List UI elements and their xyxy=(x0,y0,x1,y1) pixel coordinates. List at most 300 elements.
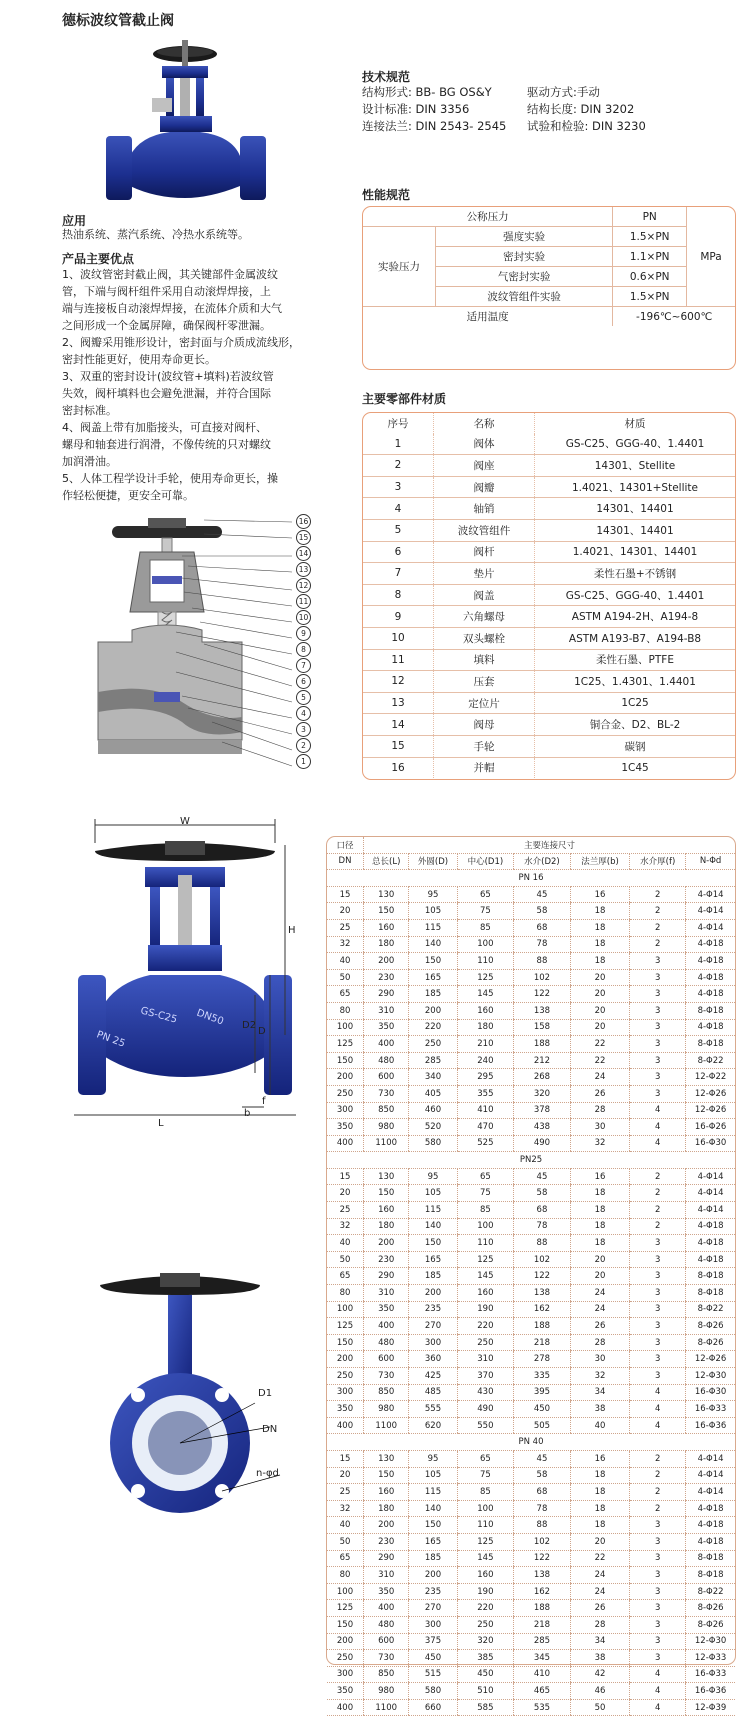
dims-cell: 2 xyxy=(630,1168,686,1185)
part-name: 并帽 xyxy=(434,757,535,778)
dims-cell: 395 xyxy=(514,1384,571,1401)
dims-cell: 345 xyxy=(514,1650,571,1667)
part-no: 4 xyxy=(363,498,434,520)
table-row xyxy=(327,1567,735,1584)
dims-cell: 600 xyxy=(364,1351,409,1368)
part-material: GS-C25、GGG-40、1.4401 xyxy=(535,584,736,606)
table-row xyxy=(363,519,735,541)
table-row xyxy=(327,1102,735,1119)
dims-cell: 130 xyxy=(364,1450,409,1467)
dims-cell: 580 xyxy=(409,1135,457,1152)
dims-cell: 18 xyxy=(570,1218,630,1235)
dims-cell: 3 xyxy=(630,1616,686,1633)
dims-cell: 3 xyxy=(630,1301,686,1318)
dims-cell: 16-Φ33 xyxy=(686,1666,735,1683)
dims-cell: 490 xyxy=(514,1135,571,1152)
dims-cell: 290 xyxy=(364,1550,409,1567)
part-no: 8 xyxy=(363,584,434,606)
dims-cell: 100 xyxy=(457,1218,514,1235)
dims-cell: 34 xyxy=(570,1384,630,1401)
dims-cell: 22 xyxy=(570,1550,630,1567)
dims-cell: 28 xyxy=(570,1334,630,1351)
part-material: 14301、Stellite xyxy=(535,455,736,477)
dims-cell: 85 xyxy=(457,1484,514,1501)
table-row xyxy=(327,1500,735,1517)
dims-cell: 310 xyxy=(364,1567,409,1584)
dims-cell: 185 xyxy=(409,1268,457,1285)
dims-cell: 4-Φ18 xyxy=(686,936,735,953)
dims-cell: 585 xyxy=(457,1699,514,1716)
part-name: 波纹管组件 xyxy=(434,519,535,541)
dims-cell: 3 xyxy=(630,953,686,970)
dims-cell: 480 xyxy=(364,1052,409,1069)
dims-cell: 18 xyxy=(570,953,630,970)
table-row xyxy=(327,1019,735,1036)
dim-d1: D1 xyxy=(258,1388,273,1399)
part-no: 13 xyxy=(363,692,434,714)
table-row xyxy=(327,969,735,986)
dim-dn: DN xyxy=(262,1424,278,1435)
dims-cell: 88 xyxy=(514,1235,571,1252)
dims-cell: 290 xyxy=(364,1268,409,1285)
part-name: 双头螺栓 xyxy=(434,627,535,649)
dims-cell: 200 xyxy=(409,1567,457,1584)
dims-cell: 16 xyxy=(570,1168,630,1185)
part-no: 10 xyxy=(363,627,434,649)
dims-cell: 24 xyxy=(570,1285,630,1302)
advantage-line: 3、双重的密封设计(波纹管+填料)若波纹管 xyxy=(62,370,274,383)
application-heading: 应用 xyxy=(62,214,87,228)
dims-cell: 75 xyxy=(457,1467,514,1484)
dims-cell: 2 xyxy=(630,1467,686,1484)
dims-cell: 218 xyxy=(514,1334,571,1351)
part-name: 阀母 xyxy=(434,714,535,736)
callout-number: 4 xyxy=(296,706,311,721)
dims-cell: 2 xyxy=(630,1202,686,1219)
dims-cell: 480 xyxy=(364,1616,409,1633)
test-value: 1.1×PN xyxy=(613,247,687,267)
dims-cell: 65 xyxy=(327,986,364,1003)
test-name: 气密封实验 xyxy=(436,267,613,287)
dims-cell: 165 xyxy=(409,1251,457,1268)
dims-cell: 65 xyxy=(457,886,514,903)
dims-cell: 18 xyxy=(570,936,630,953)
dims-cell: 4 xyxy=(630,1417,686,1434)
materials-heading: 主要零部件材质 xyxy=(362,392,447,406)
dims-cell: 130 xyxy=(364,1168,409,1185)
part-name: 手轮 xyxy=(434,735,535,757)
table-row xyxy=(363,627,735,649)
dims-cell: 190 xyxy=(457,1583,514,1600)
dims-cell: 102 xyxy=(514,969,571,986)
dims-cell: 190 xyxy=(457,1301,514,1318)
dims-cell: 26 xyxy=(570,1085,630,1102)
dims-cell: 18 xyxy=(570,903,630,920)
part-material: 1C25、1.4301、1.4401 xyxy=(535,671,736,693)
table-row xyxy=(327,1168,735,1185)
dims-cell: 8-Φ18 xyxy=(686,1567,735,1584)
dims-cell: 4-Φ14 xyxy=(686,1450,735,1467)
dims-cell: 400 xyxy=(364,1600,409,1617)
dims-cell: 145 xyxy=(457,1268,514,1285)
table-row xyxy=(363,584,735,606)
callout-number: 7 xyxy=(296,658,311,673)
nominal-label: 公称压力 xyxy=(363,207,613,227)
part-name: 定位片 xyxy=(434,692,535,714)
materials-table xyxy=(362,412,736,780)
dims-cell: 150 xyxy=(327,1334,364,1351)
dims-cell: 4 xyxy=(630,1401,686,1418)
dims-cell: 400 xyxy=(364,1036,409,1053)
dims-header: 外圆(D) xyxy=(409,853,457,870)
dims-cell: 730 xyxy=(364,1085,409,1102)
dims-cell: 4-Φ18 xyxy=(686,1517,735,1534)
dims-cell: 370 xyxy=(457,1368,514,1385)
table-row xyxy=(363,692,735,714)
performance-table xyxy=(362,206,736,370)
table-row xyxy=(327,1450,735,1467)
part-material: 1C45 xyxy=(535,757,736,778)
table-row xyxy=(327,986,735,1003)
dims-cell: 188 xyxy=(514,1318,571,1335)
dims-cell: 300 xyxy=(409,1334,457,1351)
part-name: 阀瓣 xyxy=(434,476,535,498)
dims-cell: 110 xyxy=(457,1517,514,1534)
dims-cell: 115 xyxy=(409,919,457,936)
dims-cell: 438 xyxy=(514,1119,571,1136)
dims-cell: 980 xyxy=(364,1119,409,1136)
dims-cell: 24 xyxy=(570,1583,630,1600)
part-name: 压套 xyxy=(434,671,535,693)
advantage-line: 加润滑油。 xyxy=(62,455,117,468)
dims-cell: 350 xyxy=(364,1583,409,1600)
dims-cell: 4 xyxy=(630,1102,686,1119)
dims-cell: 355 xyxy=(457,1085,514,1102)
dims-cell: 180 xyxy=(364,1218,409,1235)
dims-cell: 3 xyxy=(630,1583,686,1600)
dims-cell: 28 xyxy=(570,1102,630,1119)
part-material: 1.4021、14301、14401 xyxy=(535,541,736,563)
dims-cell: 4-Φ14 xyxy=(686,1467,735,1484)
dims-cell: 360 xyxy=(409,1351,457,1368)
dims-cell: 3 xyxy=(630,1318,686,1335)
valve-cross-section xyxy=(92,512,322,780)
dims-cell: 18 xyxy=(570,1517,630,1534)
table-row xyxy=(327,1202,735,1219)
dims-cell: 2 xyxy=(630,936,686,953)
dims-cell: 145 xyxy=(457,986,514,1003)
dims-cell: 28 xyxy=(570,1616,630,1633)
dims-cell: 8-Φ26 xyxy=(686,1600,735,1617)
table-row xyxy=(327,1467,735,1484)
part-no: 12 xyxy=(363,671,434,693)
dim-d2: D2 xyxy=(242,1020,257,1031)
dims-cell: 46 xyxy=(570,1683,630,1700)
dims-cell: 15 xyxy=(327,886,364,903)
dims-cell: 375 xyxy=(409,1633,457,1650)
dims-cell: 8-Φ22 xyxy=(686,1052,735,1069)
dims-cell: 2 xyxy=(630,1500,686,1517)
dims-cell: 310 xyxy=(457,1351,514,1368)
table-row xyxy=(363,757,735,778)
dims-cell: 12-Φ26 xyxy=(686,1351,735,1368)
table-row xyxy=(327,903,735,920)
dims-cell: 165 xyxy=(409,969,457,986)
dims-cell: 425 xyxy=(409,1368,457,1385)
dims-cell: 3 xyxy=(630,1517,686,1534)
table-row xyxy=(327,1351,735,1368)
dims-cell: 85 xyxy=(457,919,514,936)
dims-cell: 3 xyxy=(630,1533,686,1550)
table-row xyxy=(363,541,735,563)
callout-number: 9 xyxy=(296,626,311,641)
test-name: 密封实验 xyxy=(436,247,613,267)
dims-cell: 2 xyxy=(630,1450,686,1467)
dims-cell: 400 xyxy=(327,1417,364,1434)
test-value: 1.5×PN xyxy=(613,287,687,307)
table-row xyxy=(327,1218,735,1235)
dims-cell: 220 xyxy=(409,1019,457,1036)
dims-cell: 8-Φ22 xyxy=(686,1301,735,1318)
dims-cell: 78 xyxy=(514,1218,571,1235)
dims-cell: 3 xyxy=(630,986,686,1003)
part-name: 填料 xyxy=(434,649,535,671)
dims-cell: 20 xyxy=(570,1002,630,1019)
dims-cell: 4-Φ18 xyxy=(686,1251,735,1268)
dims-cell: 505 xyxy=(514,1417,571,1434)
tech-spec-item: 驱动方式:手动 xyxy=(527,85,600,99)
table-row xyxy=(327,1285,735,1302)
part-no: 5 xyxy=(363,519,434,541)
dims-cell: 80 xyxy=(327,1285,364,1302)
dims-cell: 220 xyxy=(457,1318,514,1335)
dim-w: W xyxy=(180,816,190,827)
dims-cell: 285 xyxy=(514,1633,571,1650)
dims-cell: 45 xyxy=(514,886,571,903)
dims-cell: 525 xyxy=(457,1135,514,1152)
dims-cell: 100 xyxy=(457,1500,514,1517)
dims-cell: 188 xyxy=(514,1036,571,1053)
dims-cell: 200 xyxy=(409,1285,457,1302)
dims-cell: 600 xyxy=(364,1633,409,1650)
dims-cell: 310 xyxy=(364,1002,409,1019)
dims-cell: 58 xyxy=(514,903,571,920)
dims-cell: 75 xyxy=(457,1185,514,1202)
table-row xyxy=(363,498,735,520)
dims-cell: 40 xyxy=(570,1417,630,1434)
dims-cell: 16 xyxy=(570,886,630,903)
dims-cell: 102 xyxy=(514,1251,571,1268)
dims-cell: 150 xyxy=(364,903,409,920)
table-row xyxy=(327,1036,735,1053)
dims-cell: 3 xyxy=(630,1368,686,1385)
dims-cell: 218 xyxy=(514,1616,571,1633)
body-text-pn: PN 25 xyxy=(95,1029,127,1050)
dims-cell: 230 xyxy=(364,1251,409,1268)
dims-cell: 160 xyxy=(364,1484,409,1501)
dims-cell: 25 xyxy=(327,1484,364,1501)
dims-cell: 80 xyxy=(327,1567,364,1584)
dims-cell: 290 xyxy=(364,986,409,1003)
dims-cell: 26 xyxy=(570,1318,630,1335)
dims-cell: 50 xyxy=(570,1699,630,1716)
dims-cell: 150 xyxy=(409,1235,457,1252)
valve-photo xyxy=(100,36,280,206)
dim-d: D xyxy=(258,1026,266,1037)
dims-cell: 100 xyxy=(327,1583,364,1600)
table-row xyxy=(327,886,735,903)
table-row xyxy=(327,1384,735,1401)
dims-cell: 600 xyxy=(364,1069,409,1086)
dim-f: f xyxy=(262,1096,266,1107)
dims-cell: 12-Φ22 xyxy=(686,1069,735,1086)
dims-cell: 40 xyxy=(327,1517,364,1534)
dims-cell: 45 xyxy=(514,1168,571,1185)
dims-cell: 350 xyxy=(364,1019,409,1036)
advantages-heading: 产品主要优点 xyxy=(62,252,135,266)
part-name: 阀盖 xyxy=(434,584,535,606)
dims-cell: 58 xyxy=(514,1467,571,1484)
dims-cell: 4-Φ14 xyxy=(686,919,735,936)
callout-number: 12 xyxy=(296,578,311,593)
dims-cell: 20 xyxy=(570,1533,630,1550)
table-row xyxy=(327,1268,735,1285)
advantage-line: 螺母和轴套进行润滑，不像传统的只对螺纹 xyxy=(62,438,271,451)
dims-cell: 160 xyxy=(457,1285,514,1302)
dims-cell: 150 xyxy=(409,953,457,970)
dims-cell: 125 xyxy=(457,1533,514,1550)
table-row xyxy=(327,1119,735,1136)
dims-cell: 250 xyxy=(327,1650,364,1667)
dims-cell: 16-Φ36 xyxy=(686,1683,735,1700)
table-row xyxy=(363,714,735,736)
dims-cell: 450 xyxy=(457,1666,514,1683)
dims-cell: 3 xyxy=(630,1567,686,1584)
dims-cell: 138 xyxy=(514,1567,571,1584)
dims-cell: 240 xyxy=(457,1052,514,1069)
dims-cell: 490 xyxy=(457,1401,514,1418)
dims-cell: 165 xyxy=(409,1533,457,1550)
dims-cell: 2 xyxy=(630,1185,686,1202)
dims-cell: 270 xyxy=(409,1318,457,1335)
table-row xyxy=(363,671,735,693)
dims-cell: 300 xyxy=(327,1384,364,1401)
dims-cell: 16 xyxy=(570,1450,630,1467)
table-row xyxy=(327,1334,735,1351)
table-row xyxy=(327,1002,735,1019)
table-row xyxy=(363,476,735,498)
table-row xyxy=(363,455,735,477)
dims-cell: 378 xyxy=(514,1102,571,1119)
temp-label: 适用温度 xyxy=(466,311,509,323)
dims-cell: 110 xyxy=(457,953,514,970)
dims-cell: 3 xyxy=(630,1019,686,1036)
dims-cell: 78 xyxy=(514,1500,571,1517)
dims-cell: 300 xyxy=(327,1102,364,1119)
dim-b: b xyxy=(244,1108,251,1119)
dims-cell: 250 xyxy=(327,1368,364,1385)
dims-cell: 150 xyxy=(364,1467,409,1484)
tech-spec-list xyxy=(362,84,646,135)
dims-cell: 8-Φ26 xyxy=(686,1616,735,1633)
dims-cell: 450 xyxy=(514,1401,571,1418)
dims-cell: 350 xyxy=(327,1119,364,1136)
dims-header: 水介(D2) xyxy=(514,853,571,870)
dims-cell: 40 xyxy=(327,1235,364,1252)
callout-number: 5 xyxy=(296,690,311,705)
temp-value: -196℃~600℃ xyxy=(613,307,735,327)
table-row xyxy=(327,1235,735,1252)
part-name: 垫片 xyxy=(434,563,535,585)
dims-cell: 4-Φ18 xyxy=(686,1235,735,1252)
dims-cell: 160 xyxy=(364,1202,409,1219)
table-row xyxy=(327,1301,735,1318)
dims-cell: 3 xyxy=(630,1002,686,1019)
test-label: 实验压力 xyxy=(363,227,436,307)
advantages-list xyxy=(62,266,312,504)
advantage-line: 管，下端与阀杆组件采用自动滚焊焊接，上 xyxy=(62,285,271,298)
dims-cell: 68 xyxy=(514,1202,571,1219)
dims-cell: 122 xyxy=(514,1268,571,1285)
dims-cell: 95 xyxy=(409,886,457,903)
dims-cell: 465 xyxy=(514,1683,571,1700)
dims-cell: 18 xyxy=(570,1235,630,1252)
table-row xyxy=(363,434,735,455)
table-row xyxy=(327,1251,735,1268)
dims-cell: 212 xyxy=(514,1052,571,1069)
dims-cell: 8-Φ18 xyxy=(686,1036,735,1053)
table-row xyxy=(327,1052,735,1069)
dims-cell: 4-Φ14 xyxy=(686,886,735,903)
dims-cell: 25 xyxy=(327,1202,364,1219)
dims-cell: 12-Φ26 xyxy=(686,1102,735,1119)
table-row xyxy=(327,1135,735,1152)
dims-cell: 2 xyxy=(630,903,686,920)
dims-cell: 20 xyxy=(570,1251,630,1268)
dims-cell: 180 xyxy=(457,1019,514,1036)
dims-cell: 200 xyxy=(364,1235,409,1252)
dims-header: 总长(L) xyxy=(364,853,409,870)
dims-cell: 160 xyxy=(457,1567,514,1584)
dims-header: 法兰厚(b) xyxy=(570,853,630,870)
dims-cell: 3 xyxy=(630,1069,686,1086)
table-row xyxy=(327,1417,735,1434)
dims-cell: 980 xyxy=(364,1401,409,1418)
dims-cell: 230 xyxy=(364,1533,409,1550)
dims-cell: 80 xyxy=(327,1002,364,1019)
dims-cell: 4 xyxy=(630,1135,686,1152)
callout-number: 8 xyxy=(296,642,311,657)
dims-cell: 20 xyxy=(570,1268,630,1285)
callout-number: 11 xyxy=(296,594,311,609)
dims-cell: 45 xyxy=(514,1450,571,1467)
dims-cell: 285 xyxy=(409,1052,457,1069)
dims-cell: 3 xyxy=(630,1600,686,1617)
dims-cell: 25 xyxy=(327,919,364,936)
dims-cell: 38 xyxy=(570,1401,630,1418)
dims-cell: 8-Φ26 xyxy=(686,1334,735,1351)
dims-cell: 850 xyxy=(364,1666,409,1683)
dims-cell: 3 xyxy=(630,1036,686,1053)
dims-cell: 3 xyxy=(630,1351,686,1368)
tech-spec-item: 连接法兰: DIN 2543- 2545 xyxy=(362,119,507,133)
dim-l: L xyxy=(158,1118,164,1129)
advantage-line: 作轻松便捷，更安全可靠。 xyxy=(62,489,194,502)
dims-cell: 350 xyxy=(364,1301,409,1318)
dims-cell: 105 xyxy=(409,1467,457,1484)
table-row xyxy=(327,1683,735,1700)
dims-cell: 4 xyxy=(630,1119,686,1136)
